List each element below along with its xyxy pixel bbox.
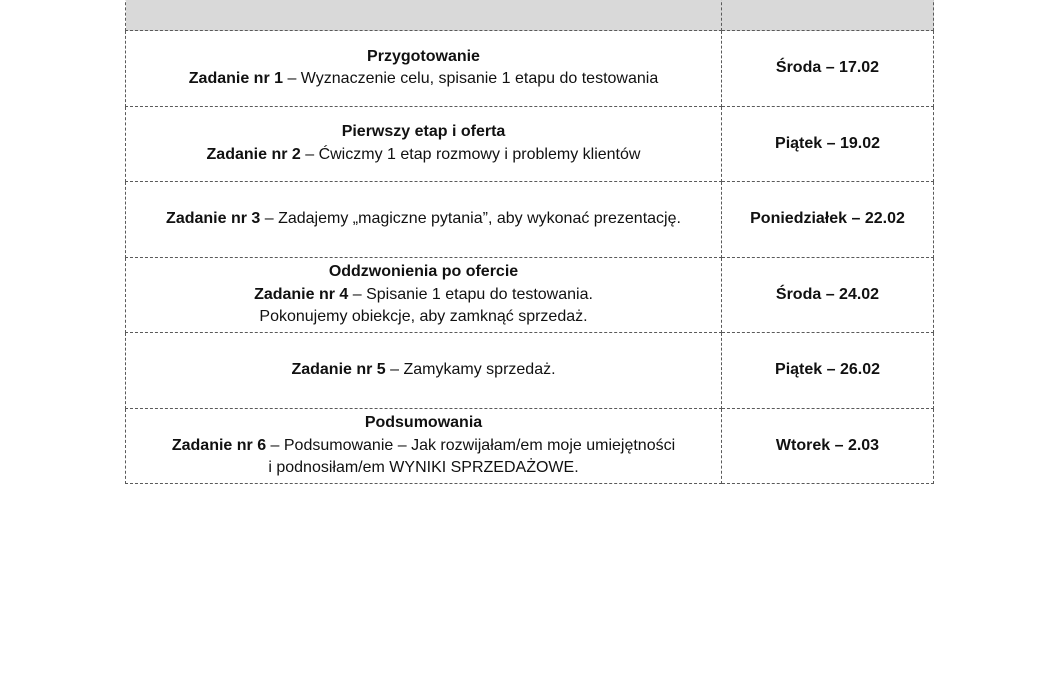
task-cell [126, 333, 722, 409]
task-text: – Spisanie 1 etapu do testowania. [348, 285, 593, 303]
table-row [126, 31, 934, 107]
task-text: – Zadajemy „magiczne pytania”, aby wykonać prezentację. [260, 210, 681, 227]
table-row [126, 182, 934, 258]
task-text: – Ćwiczmy 1 etap rozmowy i problemy klientów [300, 145, 641, 163]
task-line [132, 284, 715, 307]
task-cell [126, 182, 722, 258]
section-title: Oddzwonienia po ofercie [328, 263, 519, 280]
task-extra-line: i podnosiłam/em WYNIKI SPRZEDAŻOWE. [268, 459, 579, 476]
date-cell: Piątek – 19.02 [722, 106, 934, 182]
newsletter-plan-table [125, 0, 934, 484]
task-line [132, 68, 715, 91]
header-dates [722, 0, 934, 31]
header-plan [126, 0, 722, 31]
task-line [132, 144, 715, 167]
task-cell [126, 106, 722, 182]
task-extra-line: Pokonujemy obiekcje, aby zamknąć sprzedaż. [259, 308, 588, 325]
task-cell [126, 257, 722, 333]
task-line [132, 359, 715, 382]
task-cell [126, 31, 722, 107]
date-cell: Wtorek – 2.03 [722, 408, 934, 484]
date-cell: Piątek – 26.02 [722, 333, 934, 409]
task-label: Zadanie nr 3 [166, 210, 261, 227]
table-row [126, 257, 934, 333]
task-line [132, 208, 715, 231]
table-row [126, 408, 934, 484]
table-header-row [126, 0, 934, 31]
task-label: Zadanie nr 4 [254, 285, 349, 303]
task-line [132, 435, 715, 458]
task-text: – Wyznaczenie celu, spisanie 1 etapu do testowania [283, 70, 659, 88]
date-cell: Środa – 17.02 [722, 31, 934, 107]
table-row [126, 106, 934, 182]
task-label: Zadanie nr 6 [171, 436, 267, 454]
date-cell: Środa – 24.02 [722, 257, 934, 333]
section-title: Przygotowanie [367, 47, 480, 65]
task-text: – Podsumowanie – Jak rozwijałam/em moje umiejętności [266, 436, 676, 454]
task-label: Zadanie nr 1 [188, 70, 284, 88]
date-cell: Poniedziałek – 22.02 [722, 182, 934, 258]
task-label: Zadanie nr 2 [206, 145, 301, 163]
section-title: Podsumowania [364, 414, 483, 431]
task-text: – Zamykamy sprzedaż. [385, 361, 556, 378]
section-title: Pierwszy etap i oferta [341, 123, 506, 141]
task-label: Zadanie nr 5 [291, 361, 386, 378]
table-row [126, 333, 934, 409]
task-cell [126, 408, 722, 484]
